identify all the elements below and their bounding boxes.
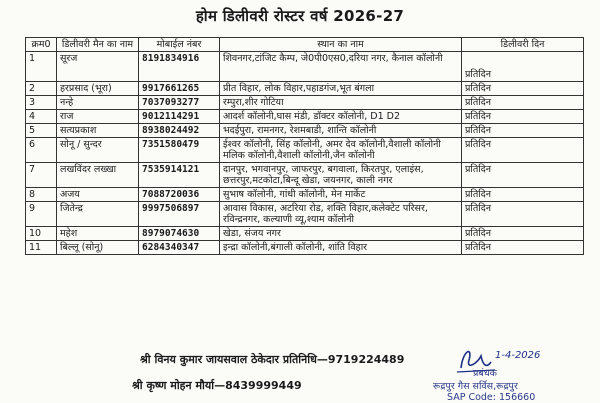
row-day: प्रतिदिन: [462, 124, 584, 138]
row-serial: 6: [26, 138, 57, 163]
row-day: प्रतिदिन: [462, 188, 584, 202]
row-name: हरप्रसाद (भूरा): [57, 82, 139, 96]
table-row: [26, 110, 584, 124]
table-row: [26, 241, 584, 255]
row-place: रम्पुरा,शीर गोटिया: [220, 96, 462, 110]
table-row: [26, 188, 584, 202]
table-row: [26, 202, 584, 227]
row-mobile: 7037093277: [139, 96, 220, 110]
row-mobile: 8191834916: [139, 52, 220, 82]
row-name: राज: [57, 110, 139, 124]
stamp-agency-name: रूद्रपुर गैस सर्विस,रूद्रपुर: [433, 381, 518, 392]
header-place: स्थान का नाम: [220, 38, 462, 52]
row-place: भदईपुरा, रामनगर, रेशमबाडी, शान्ति कॉलोनी: [220, 124, 462, 138]
stamp-sap-code: SAP Code: 156660: [447, 392, 536, 403]
table-row: [26, 124, 584, 138]
row-place: दानपुर, भगवानपुर, जाफरपुर, बगवाला, किरतपुर, एलाइंस, छत्तरपुर,मटकोटा,बिन्दू खेडा, जयनगर, काली नगर: [220, 163, 462, 188]
row-mobile: 6284340347: [139, 241, 220, 255]
row-place: खेडा, संजय नगर: [220, 227, 462, 241]
row-serial: 2: [26, 82, 57, 96]
table-header-row: [26, 38, 584, 52]
row-name: बिल्लू (सोनू): [57, 241, 139, 255]
row-serial: 9: [26, 202, 57, 227]
row-day: प्रतिदिन: [462, 96, 584, 110]
row-serial: 7: [26, 163, 57, 188]
row-day: प्रतिदिन: [462, 82, 584, 96]
header-delivery-day: डिलीवरी दिन: [462, 38, 584, 52]
row-name: अजय: [57, 188, 139, 202]
table-row: [26, 96, 584, 110]
table-row: [26, 52, 584, 82]
row-day: प्रतिदिन: [462, 241, 584, 255]
row-place: प्रीत विहार, लोक विहार,पहाडगंज,भूत बंगला: [220, 82, 462, 96]
row-serial: 3: [26, 96, 57, 110]
row-place: शिवनगर,टांजिट कैम्प, जे0पी0एस0,दरिया नगर, कैनाल कॉलोनी: [220, 52, 462, 82]
row-mobile: 9012114291: [139, 110, 220, 124]
manager-stamp: [433, 344, 583, 403]
row-name: सत्यप्रकाश: [57, 124, 139, 138]
row-place: ईश्वर कॉलोनी, सिंह कॉलोनी, अमर देव कॉलोनी,वैशाली कॉलोनी मलिक कॉलोनी,वैशाली कॉलोनी,जैन कॉलोनी: [220, 138, 462, 163]
row-day: प्रतिदिन: [462, 138, 584, 163]
table-row: [26, 138, 584, 163]
row-day: प्रतिदिन: [462, 227, 584, 241]
table-row: [26, 227, 584, 241]
row-mobile: 7088720036: [139, 188, 220, 202]
row-name: लखविंदर लख्खा: [57, 163, 139, 188]
row-mobile: 7351580479: [139, 138, 220, 163]
header-mobile: मोबाईल नंबर: [139, 38, 220, 52]
row-serial: 8: [26, 188, 57, 202]
page-title: होम डिलीवरी रोस्टर वर्ष 2026-27: [195, 7, 405, 25]
table-row: [26, 163, 584, 188]
row-place: सुभाष कॉलोनी, गांधी कॉलोनी, मेन मार्केट: [220, 188, 462, 202]
row-serial: 11: [26, 241, 57, 255]
row-name: नन्हे: [57, 96, 139, 110]
row-name: महेश: [57, 227, 139, 241]
row-day: प्रतिदिन: [462, 110, 584, 124]
signature-date: 1-4-2026: [495, 350, 541, 361]
header-serial: क्रम0: [26, 38, 57, 52]
stamp-designation: प्रबंधक: [473, 368, 497, 379]
contractor-signature-line: श्री विनय कुमार जायसवाल ठेकेदार प्रतिनिधि—9719224489: [140, 353, 405, 366]
row-mobile: 9997506897: [139, 202, 220, 227]
row-day: प्रतिदिन: [462, 202, 584, 227]
table-row: [26, 82, 584, 96]
row-place: आदर्श कॉलोनी,घास मंडी, डॉक्टर कॉलोनी, D1 D2: [220, 110, 462, 124]
row-serial: 4: [26, 110, 57, 124]
row-place: इन्द्रा कॉलोनी,बंगाली कॉलोनी, शांति विहार: [220, 241, 462, 255]
row-name: सोनू / सुन्दर: [57, 138, 139, 163]
row-name: जितेन्द्र: [57, 202, 139, 227]
row-serial: 5: [26, 124, 57, 138]
row-day: प्रतिदिन: [462, 163, 584, 188]
row-mobile: 9917661265: [139, 82, 220, 96]
row-mobile: 8979074630: [139, 227, 220, 241]
row-place: आवास विकास, अटरिया रोड, शक्ति विहार,कलेक्टेट परिसर, रविन्द्रनगर, कल्याणी व्यू,श्याम कॉलोनी: [220, 202, 462, 227]
roster-table: [25, 37, 584, 255]
row-serial: 10: [26, 227, 57, 241]
manager-signature-line: श्री कृष्ण मोहन मौर्या—8439999449: [132, 379, 302, 392]
row-serial: 1: [26, 52, 57, 82]
header-delivery-man: डिलीवरी मैन का नाम: [57, 38, 139, 52]
row-name: सूरज: [57, 52, 139, 82]
row-day: प्रतिदिन: [462, 52, 584, 82]
row-mobile: 8938024492: [139, 124, 220, 138]
row-mobile: 7535914121: [139, 163, 220, 188]
